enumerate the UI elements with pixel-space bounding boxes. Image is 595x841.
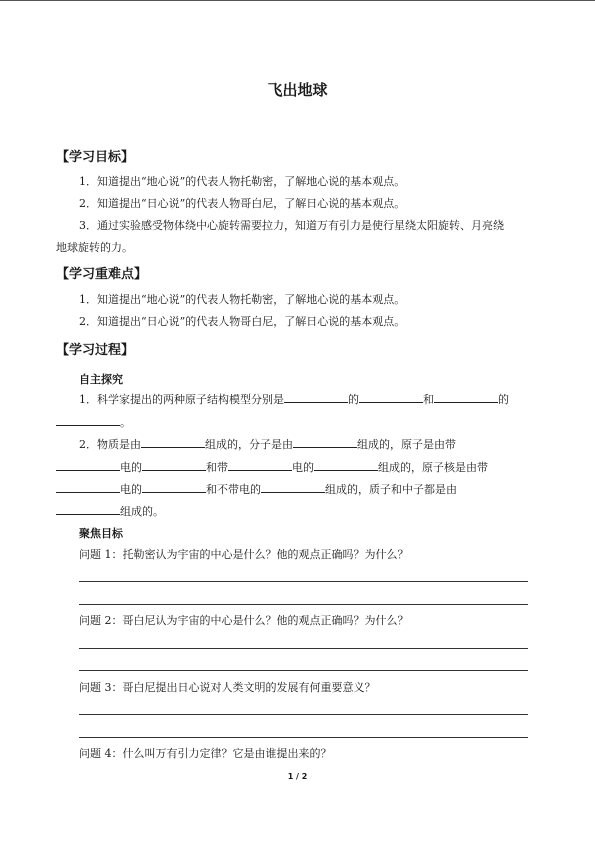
blank[interactable] (142, 459, 206, 471)
blank[interactable] (261, 481, 325, 493)
blank[interactable] (56, 503, 120, 515)
section-process-heading: 【学习过程】 (56, 343, 135, 358)
fill-q1-line1: 1．科学家提出的两种原子结构模型分别是 的 和 的 (79, 393, 509, 406)
key-item-1: 1．知道提出“地心说”的代表人物托勒密，了解地心说的基本观点。 (79, 293, 406, 306)
page-title: 飞出地球 (267, 81, 328, 99)
fill-q2-line2: 电的 和带 电的 组成的，原子核是由带 (56, 459, 488, 475)
answer-line[interactable] (79, 648, 528, 649)
section-key-points-heading: 【学习重难点】 (56, 267, 148, 282)
blank[interactable] (293, 436, 357, 448)
goal-item-1: 1．知道提出“地心说”的代表人物托勒密，了解地心说的基本观点。 (79, 175, 406, 188)
fill-q1-line2: 。 (56, 414, 131, 430)
blank[interactable] (56, 459, 120, 471)
answer-line[interactable] (79, 737, 528, 738)
focus-question-3: 问题 3：哥白尼提出日心说对人类文明的发展有何重要意义？ (79, 681, 376, 694)
top-border (0, 0, 595, 1)
focus-question-4: 问题 4：什么叫万有引力定律？它是由谁提出来的？ (79, 747, 332, 760)
answer-line[interactable] (79, 604, 528, 605)
blank[interactable] (284, 391, 348, 403)
blank[interactable] (314, 459, 378, 471)
fill-q2-line3: 电的 和不带电的 组成的，质子和中子都是由 (56, 481, 457, 497)
blank[interactable] (141, 436, 205, 448)
focus-question-2: 问题 2：哥白尼认为宇宙的中心是什么？他的观点正确吗？为什么？ (79, 614, 409, 627)
goal-item-3-cont: 地球旋转的力。 (56, 241, 133, 254)
focus-heading: 聚焦目标 (79, 527, 123, 540)
page-number: 1 / 2 (287, 772, 308, 781)
blank[interactable] (359, 391, 423, 403)
blank[interactable] (56, 481, 120, 493)
blank[interactable] (228, 459, 292, 471)
blank[interactable] (142, 481, 206, 493)
self-study-heading: 自主探究 (79, 373, 123, 386)
answer-line[interactable] (79, 581, 528, 582)
blank[interactable] (56, 414, 120, 426)
fill-q2-line1: 2．物质是由 组成的，分子是由 组成的，原子是由带 (79, 438, 456, 451)
answer-line[interactable] (79, 670, 528, 671)
key-item-2: 2．知道提出“日心说”的代表人物哥白尼，了解日心说的基本观点。 (79, 315, 406, 328)
section-goals-heading: 【学习目标】 (56, 150, 135, 165)
answer-line[interactable] (79, 714, 528, 715)
focus-question-1: 问题 1：托勒密认为宇宙的中心是什么？他的观点正确吗？为什么？ (79, 548, 409, 561)
fill-q2-line4: 组成的。 (56, 503, 164, 519)
goal-item-3: 3．通过实验感受物体绕中心旋转需要拉力，知道万有引力是使行星绕太阳旋转、月亮绕 (79, 219, 504, 232)
goal-item-2: 2．知道提出“日心说”的代表人物哥白尼，了解日心说的基本观点。 (79, 197, 406, 210)
blank[interactable] (434, 391, 498, 403)
